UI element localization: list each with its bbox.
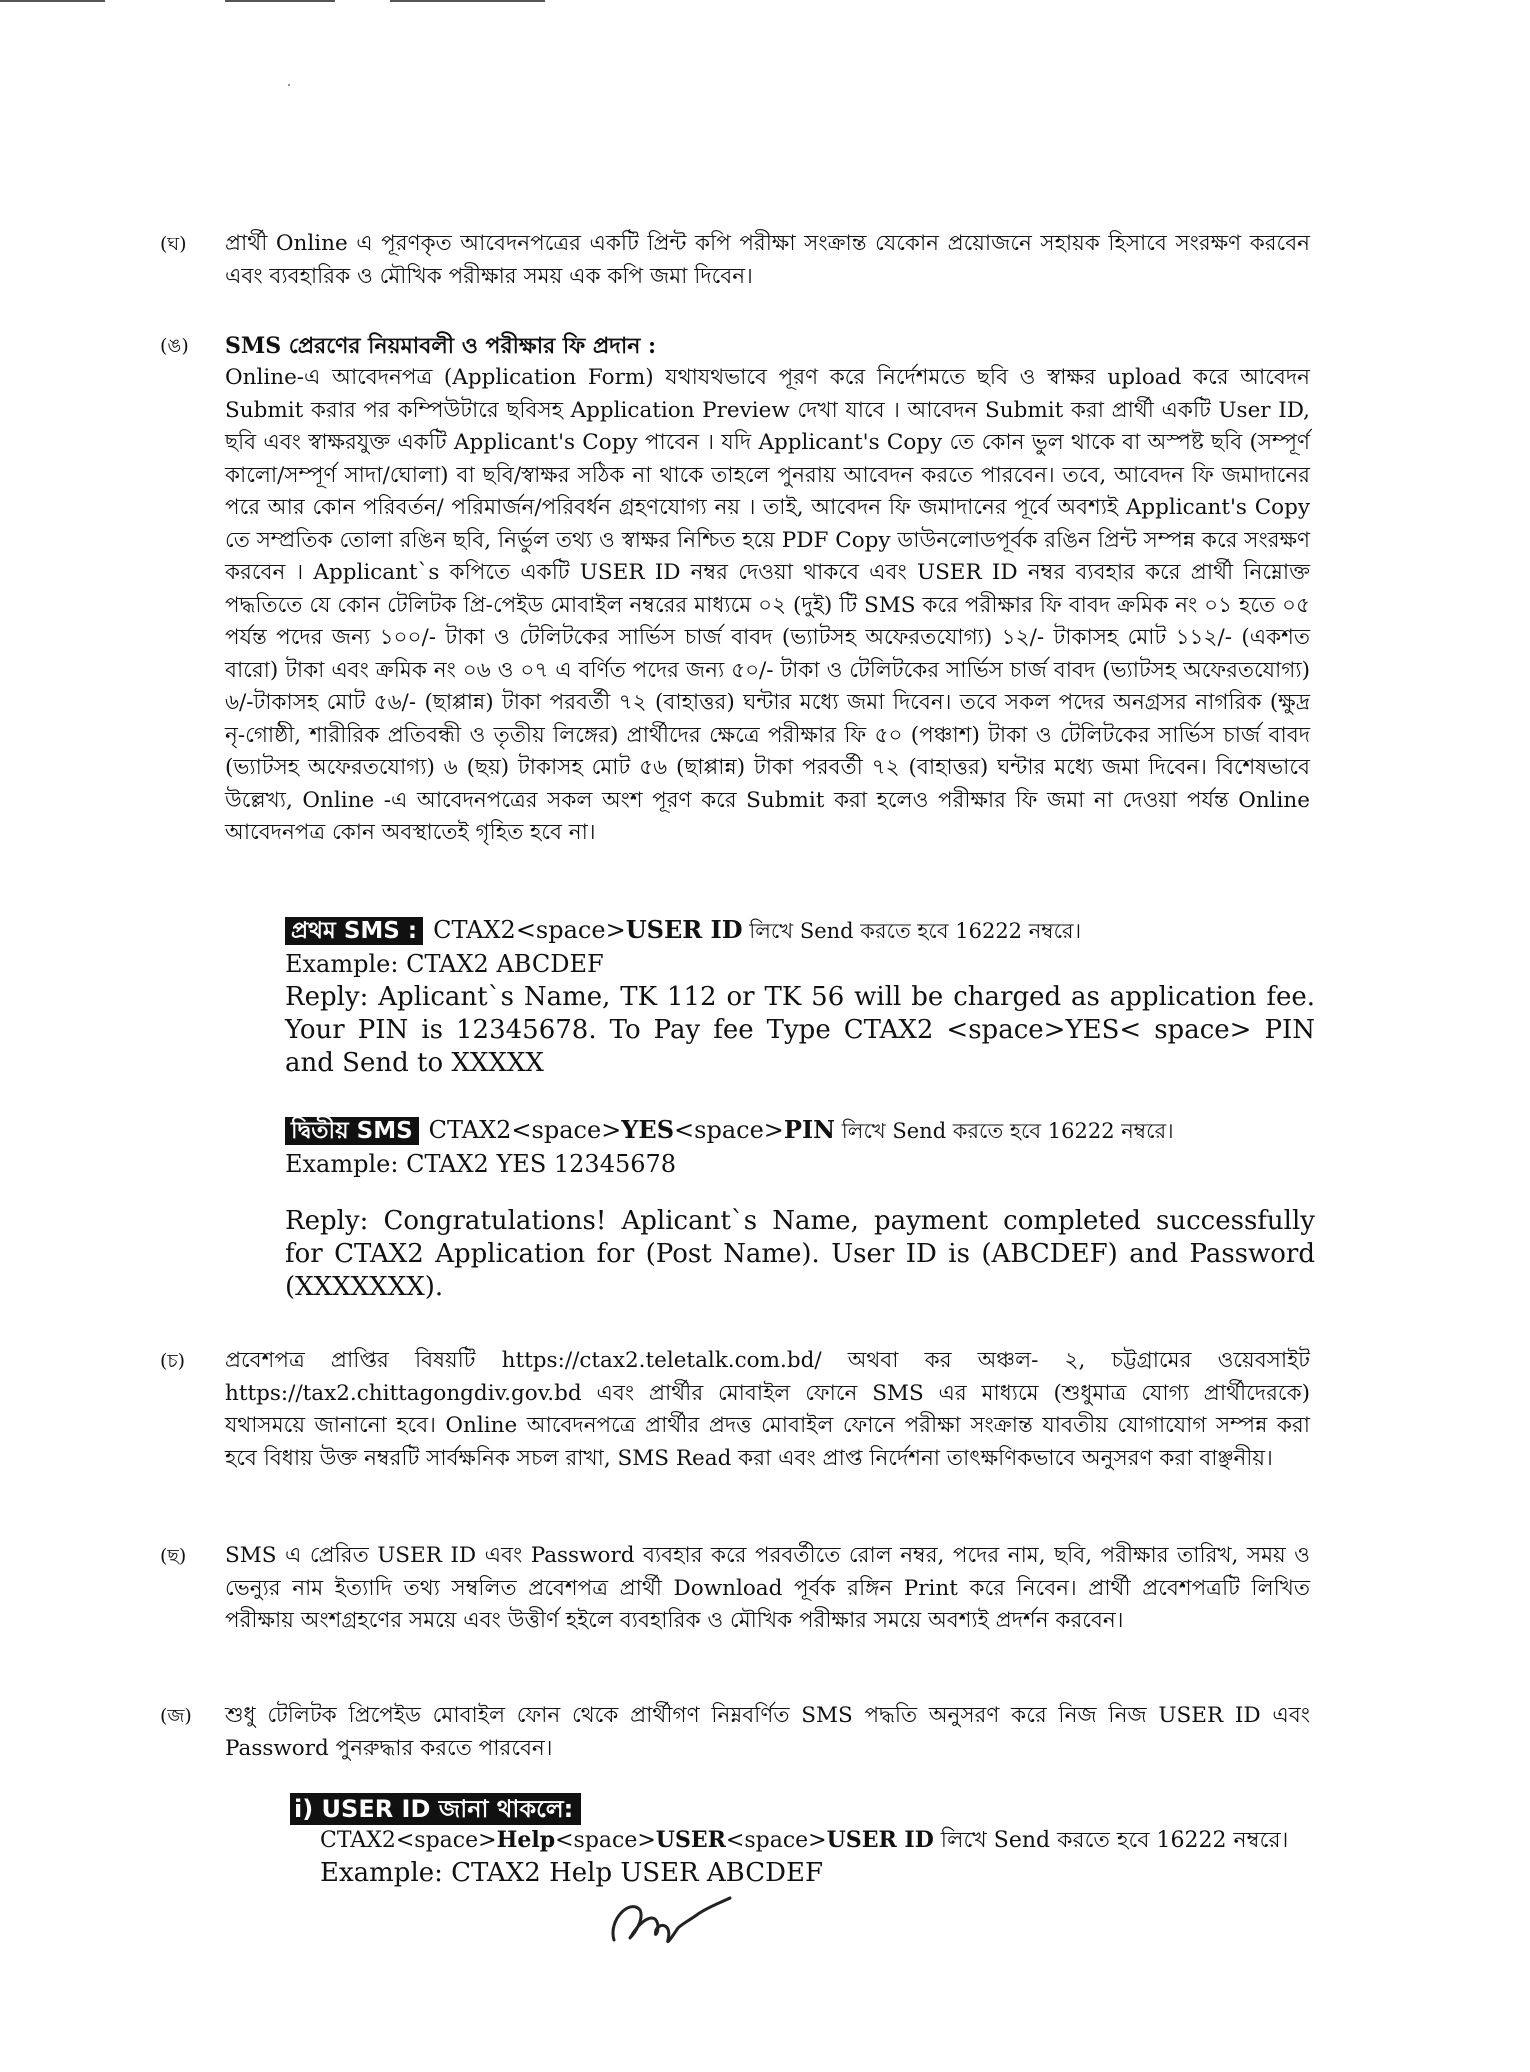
item-text: প্রবেশপত্র প্রাপ্তির বিষয়টি https://ctax2.teletalk.com.bd/ অথবা কর অঞ্চল- ২, চট্টগ্রামের ওয়েবসাইট https://tax2.chittagongdiv.gov.bd এবং প্রার্থীর মোবাইল ফোনে SMS এর মাধ্যমে (শুধুমাত্র যোগ্য প্রার্থীদেরকে) যথাসময়ে জানানো হবে। Online আবেদনপত্রে প্রার্থীর প্রদত্ত মোবাইল ফোনে পরীক্ষা সংক্রান্ত যাবতীয় যোগাযোগ সম্পন্ন করা হবে বিধায় উক্ত নম্বরটি সার্বক্ষনিক সচল রাখা, SMS Read করা এবং প্রাপ্ত নির্দেশনা তাৎক্ষণিকভাবে অনুসরণ করা বাঞ্ছনীয়। — [225, 1348, 1310, 1471]
second-sms-tag: দ্বিতীয় SMS — [285, 1117, 419, 1145]
sub-item-example: Example: CTAX2 Help USER ABCDEF — [320, 1858, 824, 1888]
section-heading: SMS প্রেরণের নিয়মাবলী ও পরীক্ষার ফি প্রদান : — [225, 333, 657, 359]
scan-edge-line — [225, 0, 335, 2]
handwritten-signature — [600, 1880, 740, 1950]
sub-item-i — [290, 1793, 1310, 1890]
item-text: SMS এ প্রেরিত USER ID এবং Password ব্যবহার করে পরবর্তীতে রোল নম্বর, পদের নাম, ছবি, পরীক্ষার তারিখ, সময় ও ভেন্যুর নাম ইত্যাদি তথ্য সম্বলিত প্রবেশপত্র প্রার্থী Download পূর্বক রঙ্গিন Print করে নিবেন। প্রার্থী প্রবেশপত্রটি লিখিত পরীক্ষায় অংশগ্রহণের সময়ে এবং উত্তীর্ণ হইলে ব্যবহারিক ও মৌখিক পরীক্ষার সময়ে অবশ্যই প্রদর্শন করবেন। — [225, 1543, 1310, 1633]
second-sms-command: দ্বিতীয় SMS CTAX2<space>YES<space>PIN লিখে Send করতে হবে 16222 নম্বরে। — [285, 1113, 1315, 1148]
scan-speck — [288, 84, 290, 86]
first-sms-example: Example: CTAX2 ABCDEF — [285, 950, 604, 978]
item-marker: (ঘ) — [160, 233, 187, 255]
first-sms-command: প্রথম SMS : CTAX2<space>USER ID লিখে Send করতে হবে 16222 নম্বরে। — [285, 913, 1315, 948]
item-chha — [160, 1540, 1310, 1638]
item-text: Online-এ আবেদনপত্র (Application Form) যথাযথভাবে পূরণ করে নির্দেশমতে ছবি ও স্বাক্ষর upload করে আবেদন Submit করার পর কম্পিউটারে ছবিসহ Application Preview দেখা যাবে । আবেদন Submit করা প্রার্থী একটি User ID, ছবি এবং স্বাক্ষরযুক্ত একটি Applicant's Copy পাবেন । যদি Applicant's Copy তে কোন ভুল থাকে বা অস্পষ্ট ছবি (সম্পূর্ণ কালো/সম্পূর্ণ সাদা/ঘোলা) বা ছবি/স্বাক্ষর সঠিক না থাকে তাহলে পুনরায় আবেদন করতে পারবেন। তবে, আবেদন ফি জমাদানের পরে আর কোন পরিবর্তন/ পরিমার্জন/পরিবর্ধন গ্রহণযোগ্য নয় । তাই, আবেদন ফি জমাদানের পূর্বে অবশ্যই Applicant's Copy তে সম্প্রতিক তোলা রঙিন ছবি, নির্ভুল তথ্য ও স্বাক্ষর নিশ্চিত হয়ে PDF Copy ডাউনলোডপূর্বক রঙিন প্রিন্ট সম্পন্ন করে সংরক্ষণ করবেন । Applicant`s কপিতে একটি USER ID নম্বর দেওয়া থাকবে এবং USER ID নম্বর ব্যবহার করে প্রার্থী নিম্নোক্ত পদ্ধতিতে যে কোন টেলিটক প্রি-পেইড মোবাইল নম্বরের মাধ্যমে ০২ (দুই) টি SMS করে পরীক্ষার ফি বাবদ ক্রমিক নং ০১ হতে ০৫ পর্যন্ত পদের জন্য ১০০/- টাকা ও টেলিটকের সার্ভিস চার্জ বাবদ (ভ্যাটসহ অফেরতযোগ্য) ১২/- টাকাসহ মোট ১১২/- (একশত বারো) টাকা এবং ক্রমিক নং ০৬ ও ০৭ এ বর্ণিত পদের জন্য ৫০/- টাকা ও টেলিটকের সার্ভিস চার্জ বাবদ (ভ্যাটসহ অফেরতযোগ্য) ৬/-টাকাসহ মোট ৫৬/- (ছাপ্পান্ন) টাকা পরবর্তী ৭২ (বাহাত্তর) ঘন্টার মধ্যে জমা দিবেন। তবে সকল পদের অনগ্রসর নাগরিক (ক্ষুদ্র নৃ-গোষ্ঠী, শারীরিক প্রতিবন্ধী ও তৃতীয় লিঙ্গের) প্রার্থীদের ক্ষেত্রে পরীক্ষার ফি ৫০ (পঞ্চাশ) টাকা ও টেলিটকের সার্ভিস চার্জ বাবদ (ভ্যাটসহ অফেরতযোগ্য) ৬ (ছয়) টাকাসহ মোট ৫৬ (ছাপ্পান্ন) টাকা পরবর্তী ৭২ (বাহাত্তর) ঘন্টার মধ্যে জমা দিবেন। বিশেষভাবে উল্লেখ্য, Online -এ আবেদনপত্রের সকল অংশ পূরণ করে Submit করা হলেও পরীক্ষার ফি জমা না দেওয়া পর্যন্ত Online আবেদনপত্র কোন অবস্থাতেই গৃহিত হবে না। — [225, 365, 1310, 845]
item-cha — [160, 1345, 1310, 1475]
first-sms-reply: Reply: Aplicant`s Name, TK 112 or TK 56 will be charged as application fee. Your PIN is 12345678. To Pay fee Type CTAX2 <space>YES< space> PIN and Send to XXXXX — [285, 982, 1315, 1078]
item-marker: (ঙ) — [160, 335, 189, 357]
item-marker: (জ) — [160, 1705, 192, 1727]
sub-item-command: CTAX2<space>Help<space>USER<space>USER ID লিখে Send করতে হবে 16222 নম্বরে। — [320, 1827, 1289, 1853]
sub-item-tag: i) USER ID জানা থাকলে: — [290, 1793, 581, 1825]
first-sms-block — [285, 913, 1315, 1080]
item-marker: (চ) — [160, 1350, 186, 1372]
item-marker: (ছ) — [160, 1545, 187, 1567]
second-sms-block — [285, 1113, 1315, 1304]
item-text: শুধু টেলিটক প্রিপেইড মোবাইল ফোন থেকে প্রার্থীগণ নিম্নবর্ণিত SMS পদ্ধতি অনুসরণ করে নিজ নিজ USER ID এবং Password পুনরুদ্ধার করতে পারবেন। — [225, 1703, 1310, 1761]
item-gha — [160, 228, 1310, 293]
second-sms-reply: Reply: Congratulations! Aplicant`s Name, payment completed successfully for CTAX2 Application for (Post Name). User ID is (ABCDEF) and Password (XXXXXXX). — [285, 1206, 1315, 1302]
item-text: প্রার্থী Online এ পূরণকৃত আবেদনপত্রের একটি প্রিন্ট কপি পরীক্ষা সংক্রান্ত যেকোন প্রয়োজনে সহায়ক হিসাবে সংরক্ষণ করবেন এবং ব্যবহারিক ও মৌখিক পরীক্ষার সময় এক কপি জমা দিবেন। — [225, 231, 1310, 289]
item-ja — [160, 1700, 1310, 1765]
scan-edge-line — [390, 0, 545, 2]
second-sms-example: Example: CTAX2 YES 12345678 — [285, 1150, 677, 1178]
first-sms-tag: প্রথম SMS : — [285, 917, 423, 945]
item-uma — [160, 330, 1310, 850]
scan-edge-line — [0, 0, 105, 2]
